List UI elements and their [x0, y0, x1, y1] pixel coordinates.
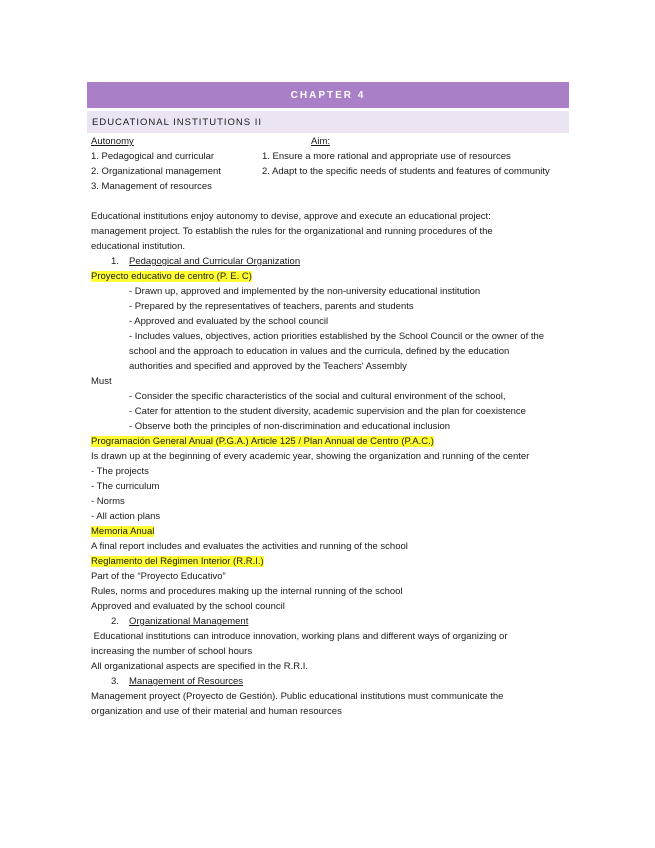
section-2-number: 2. — [111, 616, 119, 627]
section-1-number: 1. — [111, 256, 119, 267]
aim-heading: Aim: — [311, 136, 330, 147]
pga-item: - Norms — [91, 496, 125, 507]
rri-line: Approved and evaluated by the school council — [91, 601, 285, 612]
pga-item: - All action plans — [91, 511, 161, 522]
pga-item: - The curriculum — [91, 481, 160, 492]
section-1-title: Pedagogical and Curricular Organization — [129, 256, 301, 267]
section-1-heading — [111, 256, 300, 268]
chapter-title: CHAPTER 4 — [290, 89, 366, 101]
pec-continuation: school and the approach to education in values and the curricula, defined by the education — [129, 346, 510, 357]
section-3-title: Management of Resources — [129, 676, 244, 687]
section-2-heading — [111, 616, 248, 628]
pec-bullet: - Approved and evaluated by the school council — [129, 316, 329, 327]
intro-paragraph-line: educational institution. — [91, 241, 186, 252]
rri-line: Part of the “Proyecto Educativo” — [91, 571, 226, 582]
section-3-number: 3. — [111, 676, 119, 687]
pec-heading — [91, 271, 252, 283]
intro-paragraph-line: management project. To establish the rules for the organizational and running procedures of the — [91, 226, 493, 237]
section-2-title: Organizational Management — [129, 616, 249, 627]
section-3-line: Management proyect (Proyecto de Gestión). Public educational institutions must communicate the — [91, 691, 504, 702]
must-bullet: - Observe both the principles of non-discrimination and educational inclusion — [129, 421, 451, 432]
rri-heading — [91, 556, 264, 568]
pec-bullet: - Prepared by the representatives of teachers, parents and students — [129, 301, 414, 312]
memoria-title: Memoria Anual — [91, 526, 155, 537]
section-title: EDUCATIONAL INSTITUTIONS II — [92, 116, 263, 128]
autonomy-item: 2. Organizational management — [91, 166, 221, 177]
section-2-line: increasing the number of school hours — [91, 646, 253, 657]
chapter-header — [87, 82, 569, 108]
pga-item: - The projects — [91, 466, 149, 477]
autonomy-heading: Autonomy — [91, 136, 134, 147]
intro-paragraph-line: Educational institutions enjoy autonomy to devise, approve and execute an educational project: — [91, 211, 491, 222]
section-2-line: All organizational aspects are specified in the R.R.I. — [91, 661, 309, 672]
pec-continuation: authorities and specified and approved by the Teachers' Assembly — [129, 361, 407, 372]
pga-heading — [91, 436, 434, 448]
section-header — [87, 111, 569, 133]
section-3-heading — [111, 676, 243, 688]
rri-line: Rules, norms and procedures making up the internal running of the school — [91, 586, 403, 597]
pec-bullet: - Includes values, objectives, action priorities established by the School Council or the owner of the — [129, 331, 545, 342]
pec-bullet: - Drawn up, approved and implemented by the non-university educational institution — [129, 286, 481, 297]
must-bullet: - Cater for attention to the student diversity, academic supervision and the plan for coexistence — [129, 406, 526, 417]
rri-title: Reglamento del Régimen Interior (R.R.I.) — [91, 556, 264, 567]
section-2-line: Educational institutions can introduce innovation, working plans and different ways of organizing or — [91, 631, 508, 642]
memoria-description: A final report includes and evaluates the activities and running of the school — [91, 541, 408, 552]
aim-item: 2. Adapt to the specific needs of students and features of community — [262, 166, 550, 177]
aim-item: 1. Ensure a more rational and appropriate use of resources — [262, 151, 511, 162]
autonomy-item: 1. Pedagogical and curricular — [91, 151, 215, 162]
autonomy-item: 3. Management of resources — [91, 181, 212, 192]
memoria-heading — [91, 526, 154, 538]
pga-title: Programación General Anual (P.G.A.) Article 125 / Plan Annual de Centro (P.A.C.) — [91, 436, 434, 447]
pga-description: Is drawn up at the beginning of every academic year, showing the organization and running of the center — [91, 451, 530, 462]
section-3-line: organization and use of their material and human resources — [91, 706, 342, 717]
must-label: Must — [91, 376, 112, 387]
must-bullet: - Consider the specific characteristics of the social and cultural environment of the school, — [129, 391, 506, 402]
pec-title: Proyecto educativo de centro (P. E. C) — [91, 271, 252, 282]
